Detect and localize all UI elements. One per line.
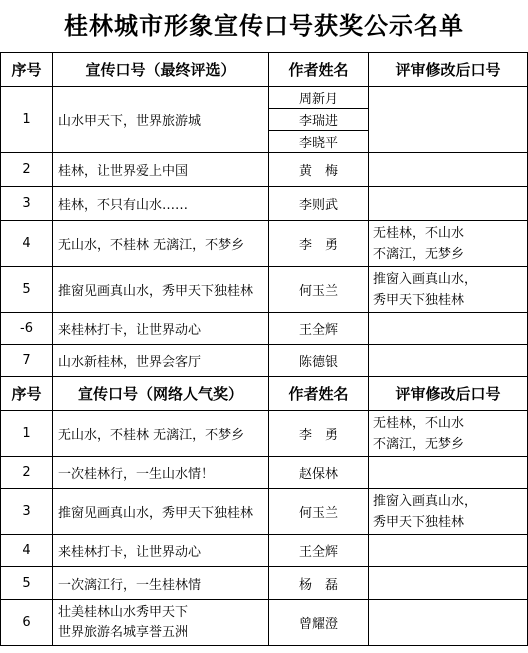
row-slogan: 推窗见画真山水，秀甲天下独桂林 — [53, 267, 269, 313]
row-author: 曾耀澄 — [269, 600, 369, 646]
revised-line: 推窗入画真山水， — [373, 271, 478, 287]
row-revised — [369, 187, 528, 221]
row-slogan: 山水甲天下，世界旅游城 — [53, 87, 269, 153]
row-slogan — [53, 600, 269, 646]
row-number: 3 — [1, 489, 53, 535]
row-slogan: 推窗见画真山水，秀甲天下独桂林 — [53, 489, 269, 535]
table-row — [1, 153, 528, 187]
header-slogan: 宣传口号（网络人气奖） — [53, 377, 269, 411]
row-revised — [369, 535, 528, 567]
header-no: 序号 — [1, 377, 53, 411]
table-row — [1, 187, 528, 221]
row-number: -6 — [1, 313, 53, 345]
row-author: 李晓平 — [269, 131, 369, 153]
row-number: 7 — [1, 345, 53, 377]
row-author: 周新月 — [269, 87, 369, 109]
row-slogan: 无山水，不桂林 无漓江，不梦乡 — [53, 411, 269, 457]
row-revised — [369, 411, 528, 457]
table-row — [1, 267, 528, 313]
row-slogan: 来桂林打卡，让世界动心 — [53, 313, 269, 345]
row-revised — [369, 221, 528, 267]
row-number: 2 — [1, 457, 53, 489]
table-row — [1, 87, 528, 109]
row-author: 黄 梅 — [269, 153, 369, 187]
row-number: 5 — [1, 267, 53, 313]
revised-line: 无桂林，不山水 — [373, 415, 465, 431]
slogan-line: 壮美桂林山水秀甲天下 — [58, 604, 189, 620]
revised-line: 不漓江，无梦乡 — [373, 246, 465, 262]
row-number: 6 — [1, 600, 53, 646]
row-author: 李瑞进 — [269, 109, 369, 131]
table-row — [1, 411, 528, 457]
award-table — [0, 52, 528, 646]
table-row — [1, 457, 528, 489]
header-revised: 评审修改后口号 — [369, 377, 528, 411]
row-author: 李 勇 — [269, 411, 369, 457]
row-number: 4 — [1, 221, 53, 267]
slogan-line: 世界旅游名城享誉五洲 — [58, 624, 189, 640]
row-author: 李 勇 — [269, 221, 369, 267]
row-author: 何玉兰 — [269, 267, 369, 313]
row-slogan: 桂林，不只有山水…… — [53, 187, 269, 221]
table-row — [1, 600, 528, 646]
row-slogan: 无山水，不桂林 无漓江，不梦乡 — [53, 221, 269, 267]
table-row — [1, 345, 528, 377]
row-author: 陈德银 — [269, 345, 369, 377]
row-revised — [369, 87, 528, 153]
header-no: 序号 — [1, 53, 53, 87]
row-revised — [369, 600, 528, 646]
table-row — [1, 567, 528, 600]
revised-line: 无桂林，不山水 — [373, 225, 465, 241]
page-title: 桂林城市形象宣传口号获奖公示名单 — [64, 12, 464, 40]
row-number: 3 — [1, 187, 53, 221]
table-row — [1, 489, 528, 535]
header-author: 作者姓名 — [269, 53, 369, 87]
row-slogan: 一次桂林行，一生山水情！ — [53, 457, 269, 489]
row-revised — [369, 345, 528, 377]
row-author: 赵保林 — [269, 457, 369, 489]
row-revised — [369, 153, 528, 187]
row-revised — [369, 457, 528, 489]
table-header-row — [1, 377, 528, 411]
header-author: 作者姓名 — [269, 377, 369, 411]
row-number: 2 — [1, 153, 53, 187]
row-revised — [369, 313, 528, 345]
table-header-row — [1, 53, 528, 87]
row-slogan: 桂林，让世界爱上中国 — [53, 153, 269, 187]
header-revised: 评审修改后口号 — [369, 53, 528, 87]
revised-line: 不漓江，无梦乡 — [373, 436, 465, 452]
row-slogan: 一次漓江行，一生桂林情 — [53, 567, 269, 600]
row-revised — [369, 489, 528, 535]
row-author: 杨 磊 — [269, 567, 369, 600]
row-slogan: 山水新桂林，世界会客厅 — [53, 345, 269, 377]
row-number: 1 — [1, 87, 53, 153]
row-revised — [369, 567, 528, 600]
row-number: 1 — [1, 411, 53, 457]
row-number: 4 — [1, 535, 53, 567]
revised-line: 推窗入画真山水， — [373, 493, 478, 509]
table-row — [1, 313, 528, 345]
row-author: 王全辉 — [269, 313, 369, 345]
row-author: 王全辉 — [269, 535, 369, 567]
table-row — [1, 535, 528, 567]
row-author: 李则武 — [269, 187, 369, 221]
header-slogan: 宣传口号（最终评选） — [53, 53, 269, 87]
row-number: 5 — [1, 567, 53, 600]
row-author: 何玉兰 — [269, 489, 369, 535]
row-revised — [369, 267, 528, 313]
table-row — [1, 221, 528, 267]
revised-line: 秀甲天下独桂林 — [373, 514, 465, 530]
revised-line: 秀甲天下独桂林 — [373, 292, 465, 308]
row-slogan: 来桂林打卡，让世界动心 — [53, 535, 269, 567]
